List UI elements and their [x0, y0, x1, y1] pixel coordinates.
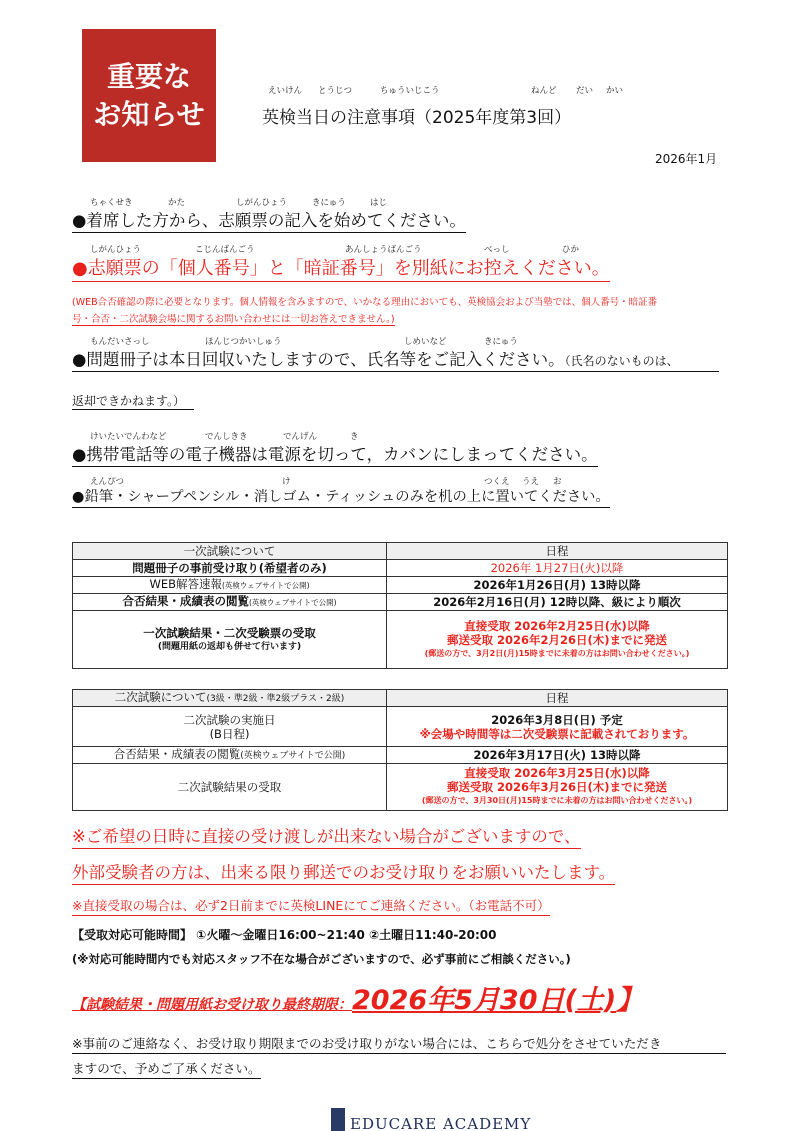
table-row: [73, 747, 728, 764]
notice-booklet: [72, 346, 719, 372]
notice-ruby: べっし: [484, 245, 510, 255]
cell-mail: 郵送受取 2026年2月26日(木)までに発送: [446, 632, 668, 647]
table-cell: 2026年2月16日(月) 12時以降、級により順次: [387, 594, 728, 611]
red-notice-line-2: 外部受験者の方は、出来る限り郵送でのお受け取りをお願いいたします。: [72, 859, 615, 885]
notice-ruby: うえ: [522, 477, 540, 487]
cell-main: 二次試験の実施日: [183, 712, 276, 727]
notice-supplies: ●鉛筆・シャープペンシル・消しゴム・ティッシュのみを机の上に置いてください。: [72, 486, 610, 508]
header-small: (3級・準2級・準2級プラス・2級): [206, 694, 345, 704]
cell-main: 合否結果・成績表の閲覧: [113, 747, 241, 761]
cell-note: (郵送の方で、3月2日(月)15時までに未着の方はお問い合わせください。): [424, 648, 690, 658]
table-cell: [73, 707, 387, 747]
title-ruby: えいけん: [268, 86, 303, 96]
title-ruby: だい: [576, 86, 594, 96]
page-title: 英検当日の注意事項（2025年度第3回）: [262, 108, 572, 128]
first-stage-schedule-table: [72, 542, 728, 669]
table-cell: [387, 707, 728, 747]
table-row: [73, 577, 728, 594]
deadline-date: 2026年5月30日(土): [352, 985, 617, 1016]
table-cell: [73, 594, 387, 611]
table-row: [73, 764, 728, 811]
notice-ruby: ひか: [562, 245, 580, 255]
cell-main: WEB解答速報: [149, 577, 222, 591]
second-stage-schedule-table: [72, 689, 728, 811]
title-ruby: ねんど: [531, 86, 557, 96]
title-ruby: かい: [606, 86, 624, 96]
table-row: [73, 594, 728, 611]
notice-ruby: け: [282, 477, 291, 487]
table-cell: [73, 611, 387, 669]
notice-devices: ●携帯電話等の電子機器は電源を切って，カバンにしまってください。: [72, 441, 598, 467]
academy-logo-icon: [331, 1108, 345, 1131]
table-row: [73, 707, 728, 747]
badge-line-2: お知らせ: [93, 97, 205, 131]
pickup-hours-note: (※対応可能時間内でも対応スタッフ不在な場合がございますので、必ず事前にご相談ください。): [72, 952, 571, 966]
notice-ruby: あんしょうばんごう: [345, 245, 422, 255]
important-notice-badge: [82, 29, 216, 162]
table-header: 日程: [387, 690, 728, 707]
notice-id-note-2: 号・合否・二次試験会場に関するお問い合わせには一切お答えできません。): [72, 311, 395, 326]
table-cell: 2026年1月26日(月) 13時以降: [387, 577, 728, 594]
notice-ruby: きにゅう: [484, 337, 518, 347]
notice-ruby: しがんひょう: [90, 245, 142, 255]
notice-ruby: つくえ: [484, 477, 510, 487]
cell-sub: (B日程): [209, 726, 250, 741]
notice-ruby: かた: [168, 198, 186, 208]
notice-booklet-small: （氏名のないものは、: [564, 354, 679, 368]
badge-line-1: 重要な: [106, 59, 191, 93]
table-header: [73, 690, 387, 707]
notice-ruby: お: [553, 477, 562, 487]
table-header: 一次試験について: [73, 543, 387, 560]
notice-booklet-main: ●問題冊子は本日回収いたしますので、氏名等をご記入ください。: [72, 350, 565, 369]
line-contact-notice: ※直接受取の場合は、必ず2日前までに英検LINEにてご連絡ください。（お電話不可）: [72, 896, 550, 916]
final-deadline: [72, 978, 643, 1017]
final-note-line-1: ※事前のご連絡なく、お受け取り期限までのお受け取りがない場合には、こちらで処分をさせていただき: [72, 1033, 726, 1054]
notice-booklet-continued: 返却できかねます。）: [72, 392, 194, 410]
table-header: 日程: [387, 543, 728, 560]
title-ruby: ちゅういじこう: [380, 86, 440, 96]
notice-ruby: でんげん: [283, 432, 318, 442]
cell-main: 合否結果・成績表の閲覧: [122, 594, 249, 608]
notice-ruby: でんしきき: [205, 432, 248, 442]
deadline-close: 】: [616, 985, 644, 1016]
notice-ruby: けいたいでんわなど: [90, 432, 167, 442]
table-cell: [73, 747, 387, 764]
cell-sub: ※会場や時間等は二次受験票に記載されております。: [419, 726, 695, 741]
table-cell: [73, 577, 387, 594]
cell-small: (英検ウェブサイトで公開): [222, 581, 310, 590]
cell-main: 2026年3月8日(日) 予定: [491, 712, 623, 727]
cell-note: (郵送の方で、3月30日(月)15時までに未着の方はお問い合わせください。): [421, 796, 693, 805]
table-cell: 2026年3月17日(火) 13時以降: [387, 747, 728, 764]
notice-ruby: き: [350, 432, 359, 442]
red-notice-line-1: ※ご希望の日時に直接の受け渡しが出来ない場合がございますので、: [72, 823, 581, 849]
table-row: [73, 560, 728, 577]
table-cell: [387, 764, 728, 811]
header-main: 二次試験について: [114, 690, 207, 704]
cell-direct: 直接受取 2026年3月25日(水)以降: [464, 766, 650, 780]
notice-ruby: えんぴつ: [90, 477, 125, 487]
table-row: [73, 611, 728, 669]
cell-mail: 郵送受取 2026年3月26日(木)までに発送: [446, 780, 668, 794]
cell-direct: 直接受取 2026年2月25日(水)以降: [464, 618, 650, 633]
notice-ruby: ほんじつかいしゅう: [205, 337, 282, 347]
cell-small: (英検ウェブサイトで公開): [240, 751, 346, 761]
notice-ruby: はじ: [370, 198, 388, 208]
notice-ruby: しめいなど: [404, 337, 447, 347]
issue-date: 2026年1月: [655, 152, 718, 166]
notice-ruby: こじんばんごう: [195, 245, 255, 255]
table-cell: [387, 611, 728, 669]
notice-ruby: しがんひょう: [236, 198, 288, 208]
notice-id-note-1: (WEB合否確認の際に必要となります。個人情報を含みますので、いかなる理由においても、英検協会および当塾では、個人番号・暗証番: [72, 297, 658, 308]
pickup-hours: 【受取対応可能時間】 ①火曜～金曜日16:00~21:40 ②土曜日11:40-20:00: [72, 928, 497, 942]
cell-main: 一次試験結果・二次受験票の受取: [143, 625, 316, 640]
table-cell: 問題冊子の事前受け取り(希望者のみ): [73, 560, 387, 577]
notice-ruby: もんだいさっし: [90, 337, 150, 347]
notice-ruby: ちゃくせき: [90, 198, 133, 208]
academy-logo-text: EDUCARE ACADEMY: [350, 1115, 532, 1131]
cell-small: (英検ウェブサイトで公開): [248, 598, 337, 607]
table-cell: 二次試験結果の受取: [73, 764, 387, 811]
table-cell: 2026年 1月27日(火)以降: [387, 560, 728, 577]
notice-seat: ●着席した方から、志願票の記入を始めてください。: [72, 207, 466, 233]
deadline-label: 【試験結果・問題用紙お受け取り最終期限：: [72, 997, 352, 1013]
final-note-line-2: ますので、予めご了承ください。: [72, 1058, 261, 1079]
notice-ruby: きにゅう: [312, 198, 346, 208]
title-ruby: とうじつ: [318, 86, 353, 96]
cell-sub: (問題用紙の返却も併せて行います): [157, 641, 302, 652]
notice-id-numbers: ●志願票の「個人番号」と「暗証番号」を別紙にお控えください。: [72, 254, 610, 282]
